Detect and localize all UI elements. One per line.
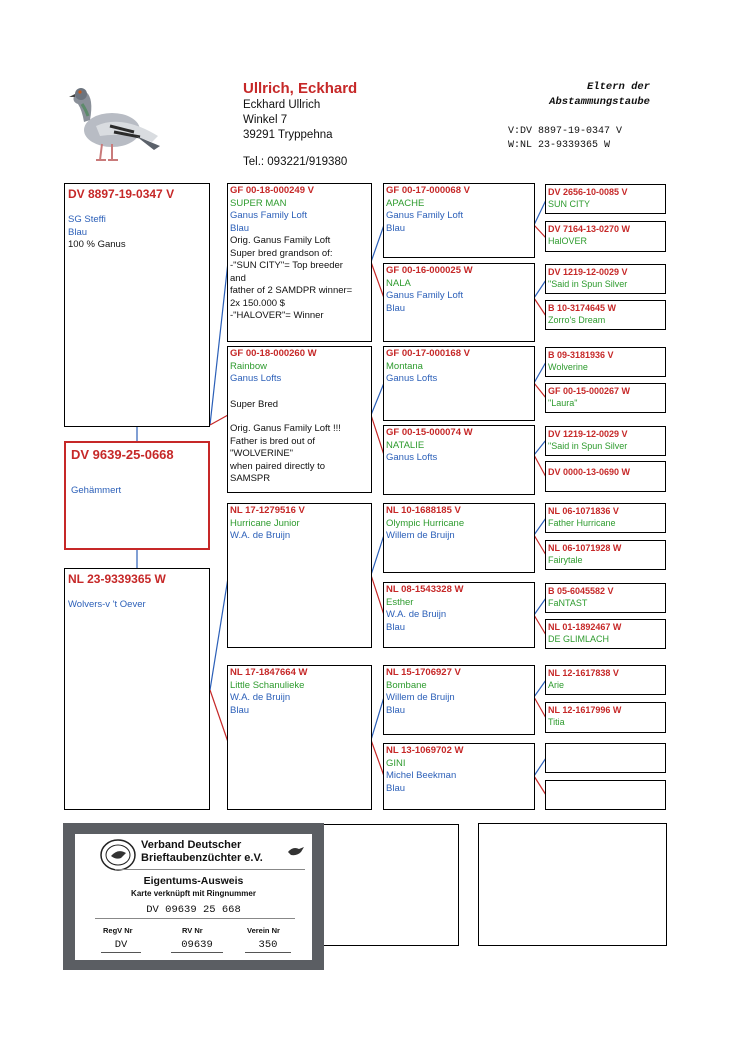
- gen4-box-14: [545, 702, 666, 733]
- pigeon-name: GINI: [386, 757, 406, 769]
- pigeon-note: Orig. Ganus Family Loft !!!: [230, 423, 341, 434]
- pigeon-name: Fairytale: [548, 555, 583, 565]
- gen4-box-4: [545, 300, 666, 330]
- gen3-box-6: [383, 582, 535, 648]
- pigeon-owner: Ganus Family Loft: [386, 290, 464, 301]
- pigeon-note: 100 % Ganus: [68, 239, 126, 250]
- card-col-verein: Verein Nr: [247, 926, 280, 935]
- pigeon-name: Wolverine: [548, 362, 588, 372]
- pigeon-owner: Willem de Bruijn: [386, 530, 455, 541]
- pigeon-color: Blau: [230, 222, 250, 234]
- breeder-name: Ullrich, Eckhard: [243, 80, 358, 97]
- card-org-line1: Verband Deutscher: [141, 839, 242, 851]
- pigeon-owner: Ganus Lofts: [386, 373, 438, 384]
- pigeon-note: Gehämmert: [71, 485, 122, 496]
- card-col-rv: RV Nr: [182, 926, 203, 935]
- connector-line: [210, 415, 228, 425]
- ring-number: GF 00-17-000168 V: [386, 348, 470, 359]
- gen4-box-6: [545, 383, 666, 413]
- ring-number: GF 00-15-000074 W: [386, 427, 473, 438]
- ring-number: B 09-3181936 V: [548, 350, 614, 360]
- gen4-box-3: [545, 264, 666, 294]
- ring-number: GF 00-17-000068 V: [386, 185, 470, 196]
- ring-number: DV 1219-12-0029 V: [548, 267, 628, 277]
- pigeon-note: -"HALOVER"= Winner: [230, 310, 324, 321]
- breeder-phone: Tel.: 093221/919380: [243, 156, 348, 168]
- pigeon-name: Zorro's Dream: [548, 315, 606, 325]
- pigeon-name: NALA: [386, 277, 411, 289]
- ring-number: B 05-6045582 V: [548, 586, 614, 596]
- pigeon-note: and: [230, 272, 246, 284]
- ring-number: DV 8897-19-0347 V: [68, 187, 175, 201]
- pigeon-note: father of 2 SAMDPR winner=: [230, 285, 353, 296]
- pigeon-name: Olympic Hurricane: [386, 517, 465, 529]
- pigeon-name: Rainbow: [230, 360, 267, 372]
- ring-number: NL 23-9339365 W: [68, 572, 166, 586]
- ring-number: GF 00-16-000025 W: [386, 265, 473, 276]
- ring-number: B 10-3174645 W: [548, 303, 617, 313]
- card-divider: [95, 918, 295, 919]
- ring-number: NL 01-1892467 W: [548, 622, 622, 632]
- gen4-box-2: [545, 221, 666, 252]
- breeder-city: 39291 Tryppehna: [243, 129, 333, 141]
- pigeon-owner: Ganus Family Loft: [230, 210, 308, 221]
- pigeon-name: NATALIE: [386, 439, 425, 451]
- gen3-box-4: [383, 425, 535, 495]
- gen3-box-1: [383, 183, 535, 258]
- ring-number: NL 08-1543328 W: [386, 584, 464, 595]
- parents-title-line1: Eltern der: [586, 81, 650, 93]
- pigeon-owner: Ganus Lofts: [386, 452, 438, 463]
- mother-ring-line: W:NL 23-9339365 W: [508, 140, 611, 151]
- gen4-box-7: [545, 426, 666, 456]
- ring-number: DV 7164-13-0270 W: [548, 224, 631, 234]
- pigeon-color: Blau: [386, 704, 406, 716]
- ring-number: DV 9639-25-0668: [71, 447, 174, 462]
- ownership-card: [75, 834, 312, 960]
- ring-number: DV 0000-13-0690 W: [548, 467, 631, 477]
- breeder-person: Eckhard Ullrich: [243, 99, 321, 111]
- breeder-address: [243, 80, 357, 170]
- card-divider: [115, 869, 305, 870]
- ring-number: GF 00-18-000260 W: [230, 348, 317, 359]
- pigeon-color: Blau: [386, 222, 406, 234]
- pigeon-name: Bombane: [386, 679, 427, 691]
- pigeon-note: Super Bred: [230, 398, 279, 410]
- pigeon-color: Blau: [386, 302, 406, 314]
- pigeon-note: 2x 150.000 $: [230, 297, 285, 309]
- pigeon-note: [230, 411, 369, 423]
- pigeon-color: Blau: [68, 226, 88, 238]
- pigeon-name: SUN CITY: [548, 199, 591, 209]
- pigeon-owner: W.A. de Bruijn: [386, 609, 447, 620]
- pigeon-owner: Michel Beekman: [386, 770, 457, 781]
- ring-number: NL 15-1706927 V: [386, 667, 461, 678]
- card-val-verein: 350: [245, 939, 291, 953]
- ring-number: NL 17-1279516 V: [230, 505, 305, 516]
- pigeon-note: Super bred grandson of:: [230, 247, 333, 259]
- pigeon-owner: W.A. de Bruijn: [230, 530, 291, 541]
- pigeon-name: SG Steffi: [68, 214, 106, 225]
- pigeon-name: Little Schanulieke: [230, 679, 305, 691]
- pigeon-owner: W.A. de Bruijn: [230, 692, 291, 703]
- gen3-box-3: [383, 346, 535, 421]
- gen3-box-8: [383, 743, 535, 810]
- pigeon-logo-icon: [66, 80, 162, 168]
- card-val-rv: 09639: [171, 939, 223, 953]
- empty-box-center: [318, 824, 459, 946]
- gen3-box-7: [383, 665, 535, 735]
- pigeon-name: Titia: [548, 717, 565, 727]
- father-box: [64, 183, 210, 427]
- pigeon-name: Hurricane Junior: [230, 517, 300, 529]
- breeder-street: Winkel 7: [243, 114, 288, 126]
- card-title: Eigentums-Ausweis: [143, 875, 244, 887]
- gen4-box-15: [545, 743, 666, 773]
- ring-number: GF 00-18-000249 V: [230, 185, 314, 196]
- father-ring-line: V:DV 8897-19-0347 V: [508, 126, 623, 137]
- pigeon-name: "Said in Spun Silver: [548, 441, 628, 451]
- pigeon-color: Blau: [230, 704, 250, 716]
- gen4-box-12: [545, 619, 666, 649]
- gen2-box-2: [227, 346, 372, 493]
- parents-heading: [500, 80, 650, 110]
- parents-title-line2: Abstammungstaube: [549, 96, 650, 108]
- gen4-box-13: [545, 665, 666, 695]
- ownership-card-frame: [63, 823, 324, 970]
- pigeon-note: Orig. Ganus Family Loft: [230, 235, 331, 246]
- ring-number: DV 1219-12-0029 V: [548, 429, 628, 439]
- pigeon-name: "Laura": [548, 398, 578, 408]
- gen4-box-8: [545, 461, 666, 492]
- ring-number: NL 17-1847664 W: [230, 667, 308, 678]
- mother-box: [64, 568, 210, 810]
- gen4-box-10: [545, 540, 666, 570]
- empty-box-right: [478, 823, 667, 946]
- gen2-box-4: [227, 665, 372, 810]
- ring-number: NL 10-1688185 V: [386, 505, 461, 516]
- ring-number: NL 13-1069702 W: [386, 745, 464, 756]
- pigeon-name: Montana: [386, 360, 423, 372]
- pigeon-name: Wolvers-v 't Oever: [68, 599, 146, 610]
- pigeon-name: Esther: [386, 596, 414, 608]
- ring-number: NL 06-1071928 W: [548, 543, 622, 553]
- pigeon-name: HalOVER: [548, 236, 588, 246]
- pigeon-note: SAMSPR: [230, 473, 271, 484]
- pigeon-color: Blau: [386, 782, 406, 794]
- pigeon-name: FaNTAST: [548, 598, 588, 608]
- gen4-box-16: [545, 780, 666, 810]
- connector-line: [210, 262, 228, 425]
- gen4-box-9: [545, 503, 666, 533]
- ring-number: GF 00-15-000267 W: [548, 386, 631, 396]
- ring-number: NL 12-1617838 V: [548, 668, 619, 678]
- ring-number: DV 2656-10-0085 V: [548, 187, 628, 197]
- ring-number: NL 12-1617996 W: [548, 705, 622, 715]
- subject-bird-box: [64, 441, 210, 550]
- gen3-box-2: [383, 263, 535, 342]
- pigeon-color: Blau: [386, 621, 406, 633]
- gen4-box-11: [545, 583, 666, 613]
- connector-line: [210, 690, 228, 742]
- pigeon-name: APACHE: [386, 197, 425, 209]
- pigeon-note: -"SUN CITY"= Top breeder: [230, 260, 343, 271]
- pigeon-owner: Willem de Bruijn: [386, 692, 455, 703]
- card-org-line2: Brieftaubenzüchter e.V.: [141, 852, 263, 864]
- pigeon-owner: Ganus Family Loft: [386, 210, 464, 221]
- parents-rings: [508, 125, 622, 153]
- gen3-box-5: [383, 503, 535, 573]
- pigeon-name: DE GLIMLACH: [548, 634, 610, 644]
- card-ring-number: DV 09639 25 668: [146, 904, 241, 916]
- pigeon-owner: Ganus Lofts: [230, 373, 282, 384]
- pigeon-note: when paired directly to: [230, 460, 326, 472]
- pigeon-name: "Said in Spun Silver: [548, 279, 628, 289]
- pigeon-name: Father Hurricane: [548, 518, 616, 528]
- card-subtitle: Karte verknüpft mit Ringnummer: [131, 889, 256, 898]
- connector-line: [210, 578, 228, 690]
- vdb-emblem-icon: [99, 838, 137, 872]
- gen4-box-5: [545, 347, 666, 377]
- card-val-regv: DV: [101, 939, 141, 953]
- gen4-box-1: [545, 184, 666, 214]
- pigeon-name: Arie: [548, 680, 565, 690]
- card-col-regv: RegV Nr: [103, 926, 133, 935]
- gen2-box-1: [227, 183, 372, 342]
- ring-number: NL 06-1071836 V: [548, 506, 619, 516]
- pigeon-name: SUPER MAN: [230, 197, 287, 209]
- gen2-box-3: [227, 503, 372, 648]
- pigeon-note: "WOLVERINE": [230, 448, 294, 459]
- pigeon-small-icon: [287, 844, 305, 858]
- pigeon-note: Father is bred out of: [230, 435, 316, 447]
